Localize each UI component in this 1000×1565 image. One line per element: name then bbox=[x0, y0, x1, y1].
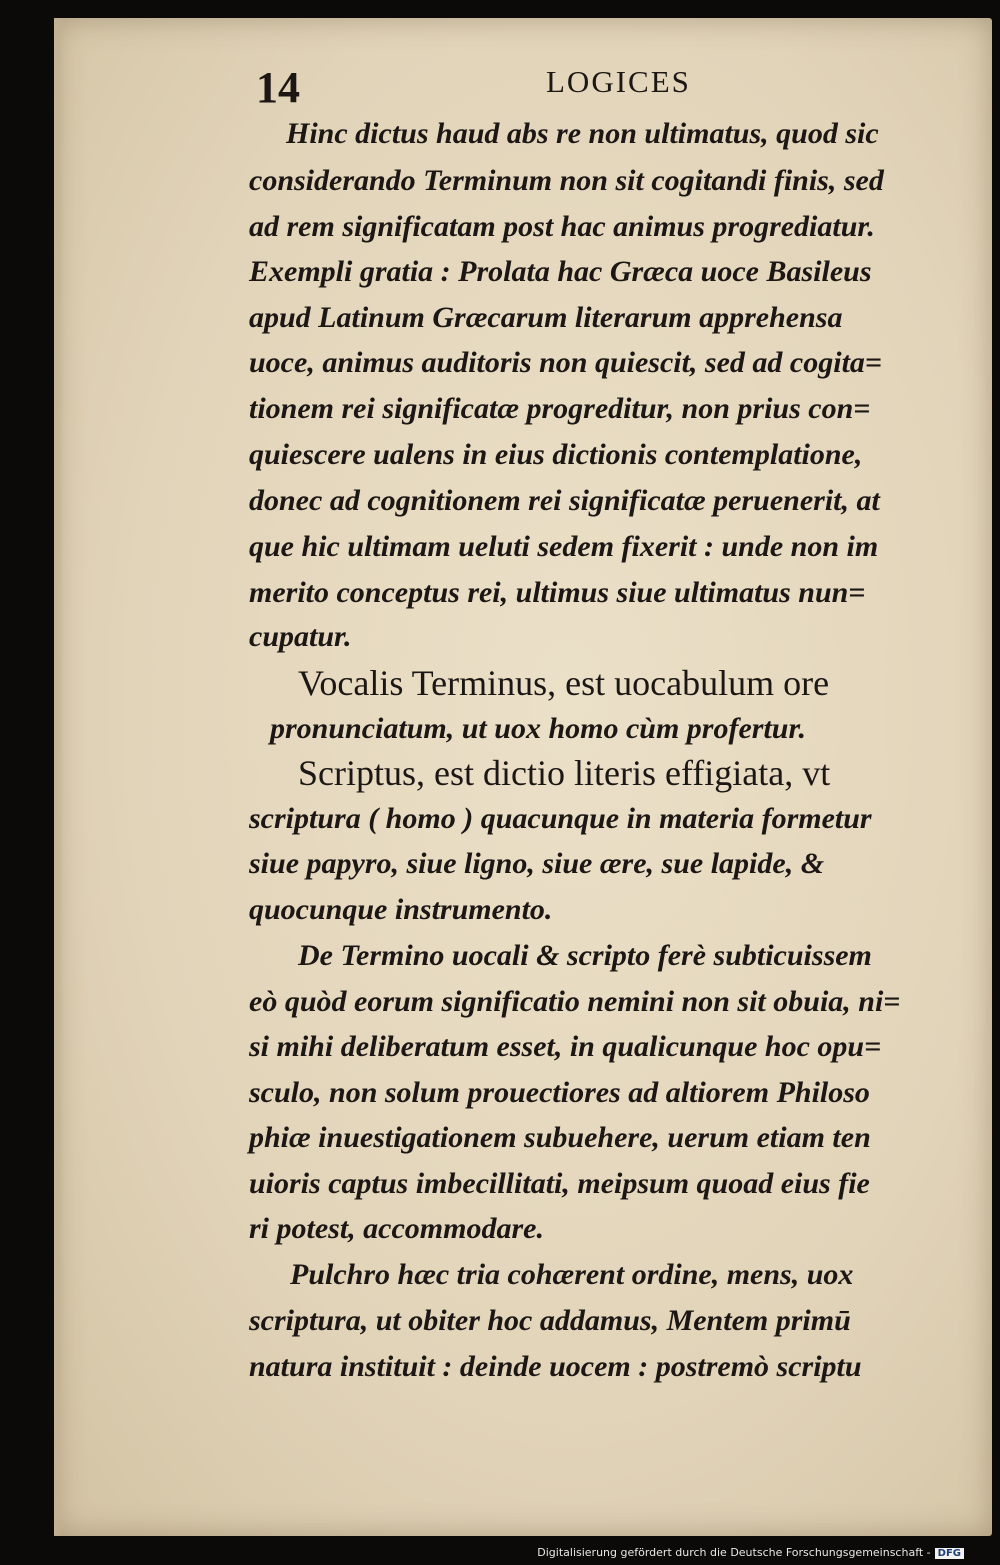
credit-text: Digitalisierung gefördert durch die Deutsche Forschungsgemeinschaft - bbox=[537, 1546, 931, 1559]
text-line: Vocalis Terminus, est uocabulum ore bbox=[298, 663, 830, 703]
text-line: quiescere ualens in eius dictionis contemplatione, bbox=[249, 438, 863, 471]
text-line: ri potest, accommodare. bbox=[249, 1212, 544, 1245]
text-line: siue papyro, siue ligno, siue ære, sue lapide, & bbox=[249, 847, 825, 880]
text-line: Pulchro hæc tria cohærent ordine, mens, uox bbox=[290, 1258, 854, 1291]
text-line: scriptura, ut obiter hoc addamus, Mentem primū bbox=[249, 1304, 851, 1337]
text-line: uoce, animus auditoris non quiescit, sed ad cogita= bbox=[249, 346, 883, 379]
text-line: Exempli gratia : Prolata hac Græca uoce Basileus bbox=[249, 255, 872, 288]
text-line: tionem rei significatæ progreditur, non prius con= bbox=[249, 392, 871, 425]
digitization-credit bbox=[537, 1546, 964, 1559]
running-head: LOGICES bbox=[546, 64, 691, 99]
text-line: Hinc dictus haud abs re non ultimatus, quod sic bbox=[286, 117, 879, 150]
text-line: phiæ inuestigationem subuehere, uerum etiam ten bbox=[249, 1121, 871, 1154]
page-edge-shadow bbox=[54, 18, 64, 1536]
text-line: considerando Terminum non sit cogitandi finis, sed bbox=[249, 164, 884, 197]
text-line: Scriptus, est dictio literis effigiata, vt bbox=[298, 753, 831, 793]
text-line: pronunciatum, ut uox homo cùm profertur. bbox=[270, 712, 806, 745]
text-line: si mihi deliberatum esset, in qualicunque hoc opu= bbox=[249, 1030, 882, 1063]
text-line: natura instituit : deinde uocem : postremò scriptu bbox=[249, 1350, 862, 1383]
page-number: 14 bbox=[256, 63, 300, 112]
text-line: ad rem significatam post hac animus progrediatur. bbox=[249, 210, 875, 243]
text-line: eò quòd eorum significatio nemini non sit obuia, ni= bbox=[249, 985, 901, 1018]
text-line: quocunque instrumento. bbox=[249, 893, 553, 926]
text-line: cupatur. bbox=[249, 620, 352, 653]
text-line: scriptura ( homo ) quacunque in materia formetur bbox=[249, 802, 872, 835]
text-line: que hic ultimam ueluti sedem fixerit : unde non im bbox=[249, 530, 879, 563]
text-line: uioris captus imbecillitati, meipsum quoad eius fie bbox=[249, 1167, 870, 1200]
text-line: donec ad cognitionem rei significatæ peruenerit, at bbox=[249, 484, 880, 517]
dfg-logo: DFG bbox=[935, 1548, 964, 1559]
text-line: merito conceptus rei, ultimus siue ultimatus nun= bbox=[249, 576, 866, 609]
text-line: De Termino uocali & scripto ferè subticuissem bbox=[298, 939, 872, 972]
text-line: sculo, non solum prouectiores ad altiorem Philoso bbox=[249, 1076, 870, 1109]
text-line: apud Latinum Græcarum literarum apprehensa bbox=[249, 301, 843, 334]
